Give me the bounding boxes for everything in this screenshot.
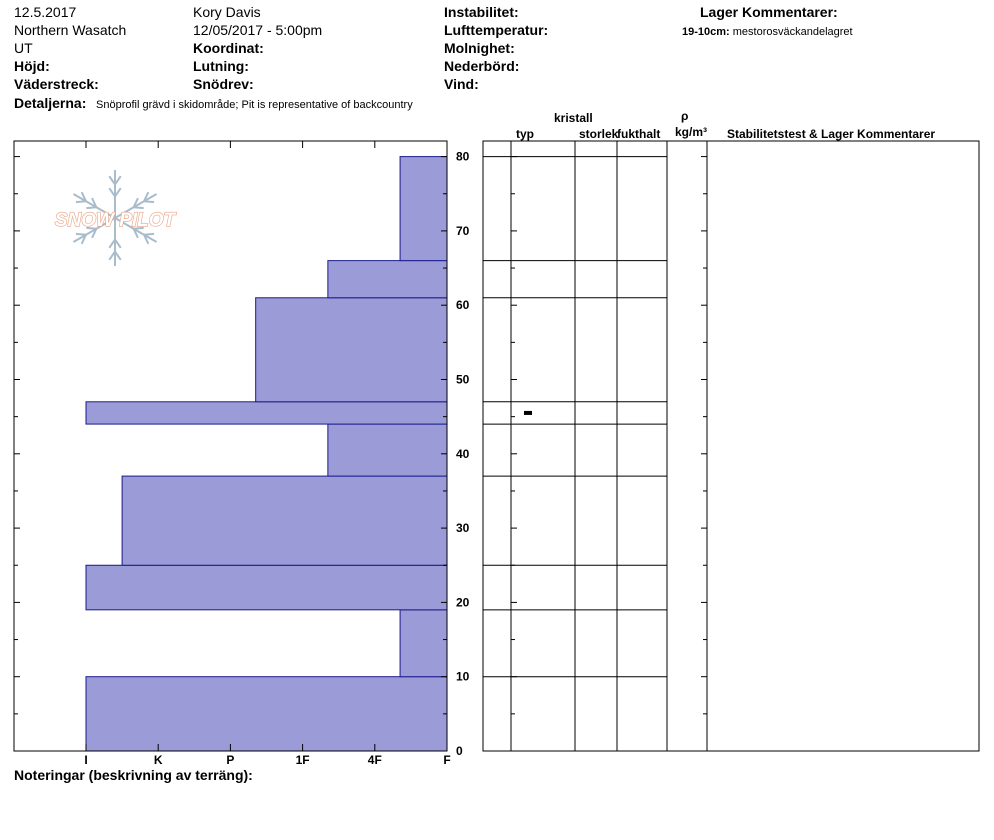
size-header: storlek bbox=[579, 127, 619, 141]
snowpilot-logo-text: SNOW PILOT bbox=[54, 210, 176, 231]
hardness-bar bbox=[86, 565, 447, 610]
slope-label: Lutning: bbox=[193, 58, 249, 74]
sky-label: Molnighet: bbox=[444, 40, 515, 56]
x-tick-label: K bbox=[153, 753, 163, 767]
type-header: typ bbox=[516, 127, 534, 141]
precip-label: Nederbörd: bbox=[444, 58, 520, 74]
x-tick-label: 1F bbox=[295, 753, 310, 767]
hardness-bar bbox=[86, 402, 447, 424]
wind-label: Vind: bbox=[444, 76, 479, 92]
hardness-bar bbox=[328, 261, 447, 298]
x-tick-label: 4F bbox=[367, 753, 382, 767]
date: 12.5.2017 bbox=[14, 4, 77, 20]
x-tick-label: I bbox=[84, 753, 88, 767]
y-tick-label: 60 bbox=[456, 298, 470, 313]
y-tick-label: 30 bbox=[456, 521, 470, 536]
instability-label: Instabilitet: bbox=[444, 4, 519, 20]
density-unit-header: kg/m³ bbox=[675, 125, 708, 139]
hardness-bar bbox=[256, 298, 447, 402]
crystal-type-marker bbox=[524, 411, 532, 415]
state: UT bbox=[14, 40, 33, 56]
y-tick-label: 70 bbox=[456, 223, 470, 238]
crystal-header: kristall bbox=[554, 111, 593, 125]
x-tick-label: F bbox=[443, 753, 451, 767]
layer-comments-label: Lager Kommentarer: bbox=[700, 4, 838, 20]
elevation-label: Höjd: bbox=[14, 58, 50, 74]
stability-header: Stabilitetstest & Lager Kommentarer bbox=[727, 127, 936, 141]
y-tick-label: 80 bbox=[456, 149, 470, 164]
y-tick-label: 20 bbox=[456, 595, 470, 610]
layer-table-frame bbox=[483, 141, 979, 751]
y-tick-label: 40 bbox=[456, 446, 470, 461]
aspect-label: Väderstreck: bbox=[14, 76, 99, 92]
y-tick-label: 50 bbox=[456, 372, 470, 387]
y-tick-label: 0 bbox=[456, 744, 463, 758]
layer-comment-range: 19-10cm: bbox=[682, 26, 730, 38]
moisture-header: fukthalt bbox=[617, 127, 661, 141]
coordinate-label: Koordinat: bbox=[193, 40, 264, 56]
details-text: Snöprofil grävd i skidområde; Pit is representative of backcountry bbox=[96, 99, 413, 111]
x-tick-label: P bbox=[226, 753, 235, 767]
details-label: Detaljerna: bbox=[14, 95, 87, 111]
rho-header: ρ bbox=[681, 109, 689, 123]
y-tick-label: 10 bbox=[456, 669, 470, 684]
hardness-bar bbox=[122, 476, 447, 565]
hardness-bar bbox=[328, 424, 447, 476]
notes-label: Noteringar (beskrivning av terräng): bbox=[14, 767, 253, 783]
hardness-bar bbox=[400, 157, 447, 261]
air-temp-label: Lufttemperatur: bbox=[444, 22, 549, 38]
region: Northern Wasatch bbox=[14, 22, 127, 38]
wind-transport-label: Snödrev: bbox=[193, 76, 254, 92]
datetime: 12/05/2017 - 5:00pm bbox=[193, 22, 323, 38]
observer-name: Kory Davis bbox=[193, 4, 261, 20]
layer-comment-text: mestorosväckandelagret bbox=[732, 26, 853, 38]
hardness-bar bbox=[86, 677, 447, 751]
hardness-bar bbox=[400, 610, 447, 677]
